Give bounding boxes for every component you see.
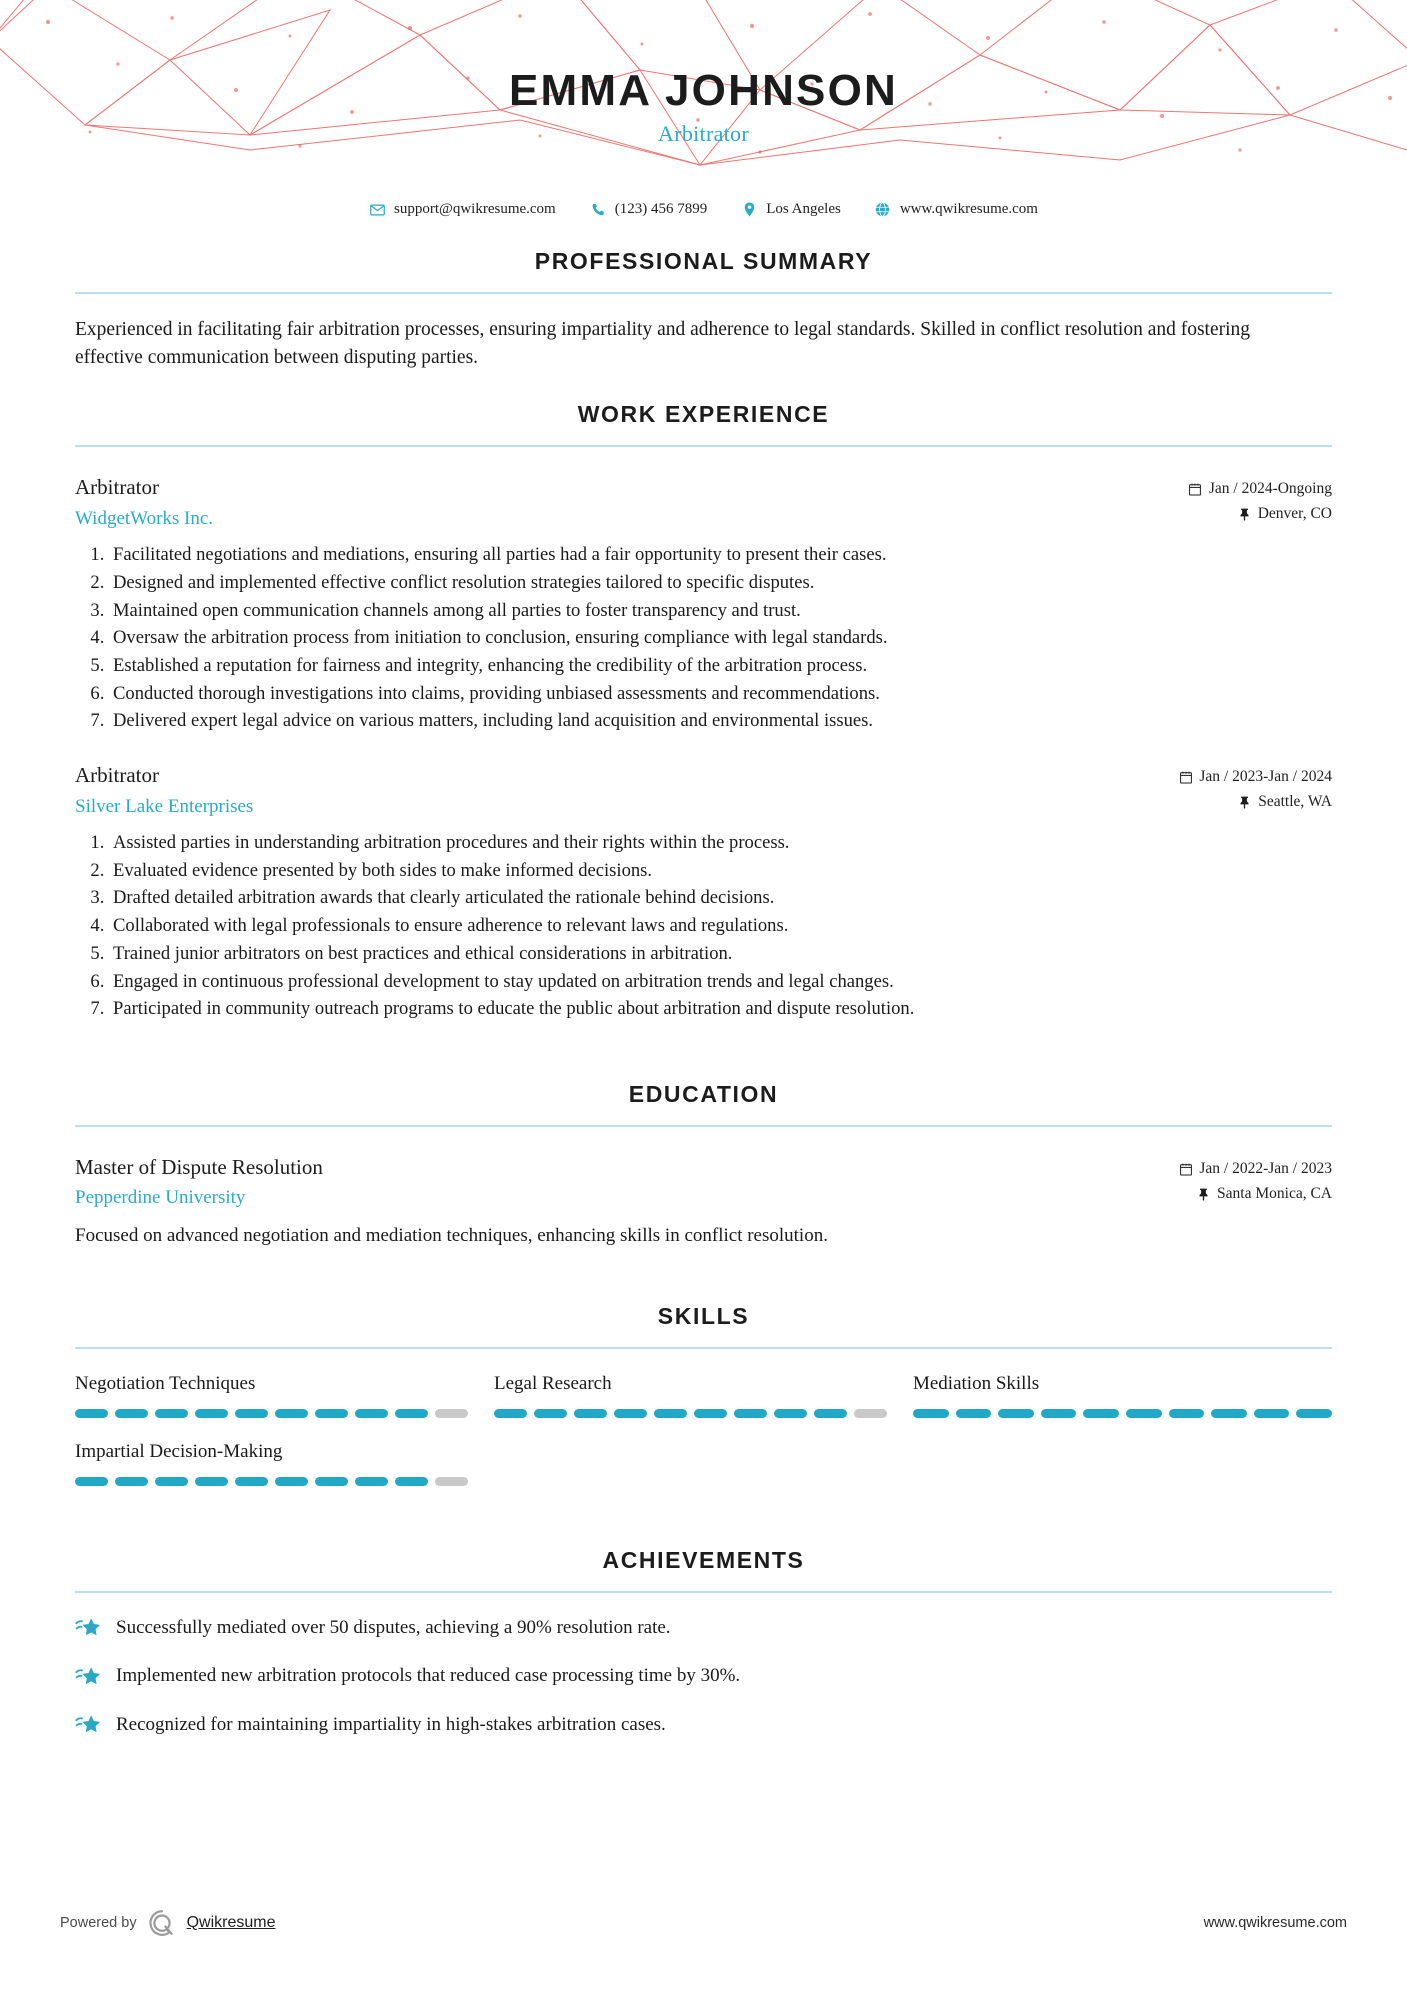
pushpin-icon	[1238, 508, 1251, 522]
skills-grid	[75, 1371, 1332, 1506]
section-title-skills: SKILLS	[657, 1303, 750, 1330]
job-bullet: 4. Oversaw the arbitration process from initiation to conclusion, ensuring compliance with legal standards.	[109, 624, 1332, 652]
job-bullet-list	[75, 829, 1332, 1023]
skill-segment	[494, 1409, 527, 1418]
job-bullet: 3. Drafted detailed arbitration awards that clearly articulated the rationale behind decisions.	[109, 884, 1332, 912]
skill-segment	[75, 1409, 108, 1418]
achievements-list	[75, 1615, 1332, 1739]
achievement-text: Recognized for maintaining impartiality in high-stakes arbitration cases.	[116, 1713, 666, 1735]
skill-segment	[435, 1409, 468, 1418]
skill-segment	[956, 1409, 992, 1418]
skill-segment	[814, 1409, 847, 1418]
page-footer	[0, 1908, 1407, 1938]
achievement-text: Successfully mediated over 50 disputes, achieving a 90% resolution rate.	[116, 1616, 671, 1638]
achievement-item	[75, 1615, 1332, 1642]
skill-segment	[155, 1409, 188, 1418]
skill-segment	[275, 1409, 308, 1418]
calendar-icon	[1179, 771, 1192, 785]
footer-branding	[60, 1908, 275, 1938]
job-bullet-list	[75, 541, 1332, 735]
skill-segment	[913, 1409, 949, 1418]
job-bullet: 2. Evaluated evidence presented by both sides to make informed decisions.	[109, 857, 1332, 885]
skill-segment	[355, 1477, 388, 1486]
section-divider	[75, 445, 1332, 447]
skill-segment	[75, 1477, 108, 1486]
calendar-icon	[1179, 1162, 1192, 1176]
job-title: Arbitrator	[75, 475, 159, 500]
skill-segment	[115, 1409, 148, 1418]
section-work-experience	[75, 401, 1332, 1023]
calendar-icon	[1189, 483, 1202, 497]
skill-segment	[115, 1477, 148, 1486]
skill-segment	[155, 1477, 188, 1486]
job-bullet: 1. Facilitated negotiations and mediations, ensuring all parties had a fair opportunity to present their cases.	[109, 541, 1332, 569]
job-date	[1189, 477, 1332, 502]
education-date-text: Jan / 2022-Jan / 2023	[1199, 1160, 1332, 1177]
skill-segment	[195, 1477, 228, 1486]
skill-segment	[195, 1409, 228, 1418]
skill-segment	[654, 1409, 687, 1418]
skill-item	[494, 1371, 913, 1418]
skill-segment	[355, 1409, 388, 1418]
skill-segment	[694, 1409, 727, 1418]
job-bullet: 6. Engaged in continuous professional development to stay updated on arbitration trends and legal changes.	[109, 968, 1332, 996]
skill-segment	[574, 1409, 607, 1418]
skill-segment	[395, 1477, 428, 1486]
job-bullet: 7. Delivered expert legal advice on various matters, including land acquisition and environmental issues.	[109, 707, 1332, 735]
education-description: Focused on advanced negotiation and mediation techniques, enhancing skills in conflict resolution.	[75, 1224, 828, 1246]
envelope-icon	[369, 202, 385, 218]
candidate-name: EMMA JOHNSON	[508, 66, 898, 115]
job-bullet: 4. Collaborated with legal professionals to ensure adherence to relevant laws and regulations.	[109, 912, 1332, 940]
job-bullet: 2. Designed and implemented effective conflict resolution strategies tailored to specific disputes.	[109, 569, 1332, 597]
skill-item	[75, 1371, 494, 1418]
skill-segment	[1296, 1409, 1332, 1418]
skill-segment	[1211, 1409, 1247, 1418]
shooting-star-icon	[75, 1712, 101, 1738]
skill-rating-bar	[494, 1409, 887, 1418]
skill-segment	[1126, 1409, 1162, 1418]
job-bullet: 3. Maintained open communication channels among all parties to foster transparency and trust.	[109, 597, 1332, 625]
company-name[interactable]: Silver Lake Enterprises	[75, 795, 254, 817]
job-location	[1189, 502, 1332, 527]
skill-rating-bar	[75, 1477, 468, 1486]
section-achievements	[75, 1547, 1332, 1739]
skill-segment	[235, 1409, 268, 1418]
achievement-item	[75, 1712, 1332, 1739]
powered-by-label: Powered by	[60, 1915, 137, 1931]
achievement-item	[75, 1663, 1332, 1690]
section-divider	[75, 1125, 1332, 1127]
section-title-summary: PROFESSIONAL SUMMARY	[534, 248, 873, 274]
candidate-role: Arbitrator	[658, 121, 749, 147]
section-divider	[75, 1347, 1332, 1349]
job-bullet: 7. Participated in community outreach programs to educate the public about arbitration and dispute resolution.	[109, 995, 1332, 1023]
skill-label: Mediation Skills	[912, 1373, 1040, 1395]
job-date-text: Jan / 2023-Jan / 2024	[1199, 768, 1332, 786]
section-skills	[75, 1303, 1332, 1506]
contact-email-text: support@qwikresume.com	[394, 201, 556, 217]
skill-segment	[534, 1409, 567, 1418]
skill-rating-bar	[75, 1409, 468, 1418]
job-date	[1179, 765, 1332, 790]
contact-location-text: Los Angeles	[766, 201, 841, 217]
school-name[interactable]: Pepperdine University	[75, 1187, 246, 1209]
job-title: Arbitrator	[75, 763, 159, 788]
section-title-work: WORK EXPERIENCE	[577, 401, 830, 428]
degree-title: Master of Dispute Resolution	[75, 1155, 323, 1179]
skill-rating-bar	[913, 1409, 1332, 1418]
globe-icon	[875, 202, 891, 218]
skill-segment	[614, 1409, 647, 1418]
contact-location	[724, 201, 858, 218]
pushpin-icon	[1238, 795, 1251, 809]
skill-segment	[275, 1477, 308, 1486]
job-bullet: 6. Conducted thorough investigations into claims, providing unbiased assessments and recommendations.	[109, 680, 1332, 708]
map-pin-icon	[741, 202, 757, 218]
phone-icon	[590, 202, 606, 218]
skill-segment	[774, 1409, 807, 1418]
skill-item	[913, 1371, 1332, 1418]
education-date	[1179, 1157, 1332, 1182]
section-professional-summary	[75, 248, 1332, 371]
contact-phone-text: (123) 456 7899	[614, 201, 708, 217]
qwikresume-logo-icon	[147, 1908, 177, 1938]
company-name[interactable]: WidgetWorks Inc.	[75, 507, 214, 529]
skill-segment	[395, 1409, 428, 1418]
job-date-text: Jan / 2024-Ongoing	[1208, 480, 1332, 498]
work-entry	[75, 473, 1332, 735]
achievement-text: Implemented new arbitration protocols that reduced case processing time by 30%.	[116, 1665, 741, 1687]
skill-segment	[1254, 1409, 1290, 1418]
work-entry-header	[75, 761, 1332, 820]
skill-segment	[998, 1409, 1034, 1418]
work-entry-header	[75, 473, 1332, 532]
summary-text: Experienced in facilitating fair arbitration processes, ensuring impartiality and adherence to legal standards. Skilled in conflict resolution and fostering effective communication between disputing parties.	[75, 319, 1251, 368]
pushpin-icon	[1197, 1187, 1210, 1201]
job-location-text: Seattle, WA	[1258, 792, 1332, 810]
skill-segment	[235, 1477, 268, 1486]
skill-label: Impartial Decision-Making	[75, 1441, 283, 1463]
section-education	[75, 1081, 1332, 1249]
section-title-achievements: ACHIEVEMENTS	[602, 1546, 805, 1573]
work-entry	[75, 761, 1332, 1023]
education-entry-header	[75, 1153, 1332, 1212]
education-location-text: Santa Monica, CA	[1217, 1184, 1332, 1202]
section-divider	[75, 292, 1332, 294]
job-bullet: 5. Trained junior arbitrators on best practices and ethical considerations in arbitration.	[109, 940, 1332, 968]
section-divider	[75, 1591, 1332, 1593]
qwikresume-brand-link[interactable]: Qwikresume	[186, 1914, 276, 1931]
skill-segment	[315, 1409, 348, 1418]
job-bullet: 1. Assisted parties in understanding arbitration procedures and their rights within the process.	[109, 829, 1332, 857]
contact-row	[0, 201, 1407, 218]
footer-website[interactable]: www.qwikresume.com	[1203, 1915, 1347, 1931]
skill-segment	[1169, 1409, 1205, 1418]
job-bullet: 5. Established a reputation for fairness and integrity, enhancing the credibility of the arbitration process.	[109, 652, 1332, 680]
skill-segment	[435, 1477, 468, 1486]
section-title-education: EDUCATION	[628, 1081, 779, 1107]
skill-segment	[315, 1477, 348, 1486]
shooting-star-icon	[75, 1664, 101, 1690]
resume-header	[0, 0, 1407, 185]
job-location-text: Denver, CO	[1257, 505, 1332, 523]
skill-segment	[734, 1409, 767, 1418]
education-location	[1179, 1182, 1332, 1207]
contact-phone[interactable]	[573, 201, 725, 218]
page-bottom-edge	[0, 1982, 1407, 1990]
skill-segment	[854, 1409, 887, 1418]
education-entry	[75, 1153, 1332, 1249]
contact-website-text: www.qwikresume.com	[899, 201, 1038, 217]
resume-body	[0, 248, 1407, 1738]
shooting-star-icon	[75, 1615, 101, 1641]
skill-item	[75, 1439, 494, 1486]
skill-label: Negotiation Techniques	[75, 1373, 256, 1395]
contact-email[interactable]	[352, 201, 573, 218]
skill-segment	[1083, 1409, 1119, 1418]
job-location	[1179, 790, 1332, 815]
skill-label: Legal Research	[493, 1373, 612, 1395]
skill-segment	[1041, 1409, 1077, 1418]
contact-website[interactable]	[858, 201, 1055, 218]
